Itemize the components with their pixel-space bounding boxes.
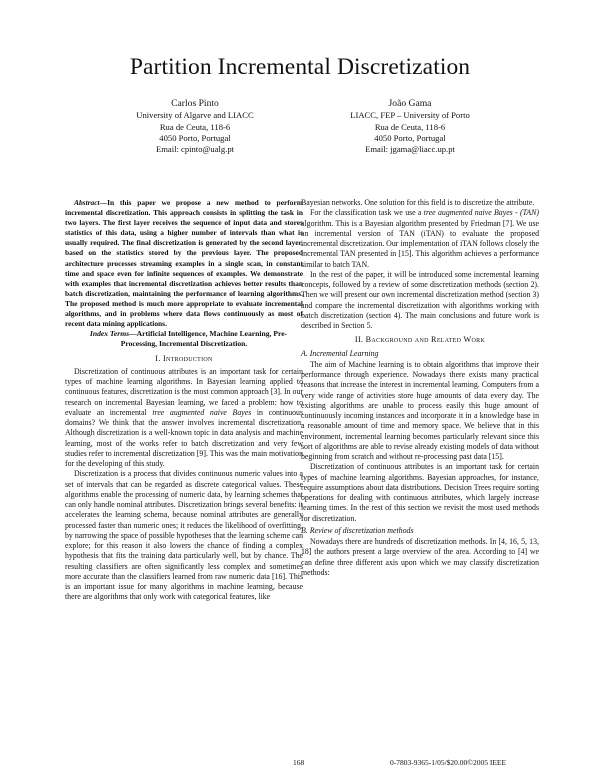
- abstract: [65, 198, 303, 329]
- abstract-text: —In this paper we propose a new method to perform incremental discretization. This approach consists in splitting the task in two layers. The first layer receives the sequence of input data and stores statistics of this data, using a higher number of intervals than what is usually required. The final discretization is generated by the second layer, based on the statistics stored by the previous layer. The proposed architecture processes streaming examples in a single scan, in constant time and space even for infinite sequences of examples. We demonstrate with examples that incremental discretization achieves better results than batch discretization, maintaining the performance of learning algorithms. The proposed method is much more appropriate to evaluate incremental algorithms, and in problems where data flows continuously as most of recent data mining applications.: [65, 198, 303, 329]
- author-name: Carlos Pinto: [171, 98, 219, 109]
- author-affiliation: LIACC, FEP – University of Porto: [350, 110, 470, 121]
- author-city: 4050 Porto, Portugal: [159, 132, 231, 143]
- author-email: Email: jgama@liacc.up.pt: [365, 144, 455, 155]
- intro-p2-b: algorithm. This is a Bayesian algorithm presented by Friedman [7]. We use an incremental version of TAN (iTAN) to evaluate the proposed incremental discretization. Our implementation of iTAN follows closely the incremental TAN presented in [15]. This algorithm achieves a performance similar to batch TAN.: [301, 218, 539, 269]
- paragraph: Nowadays there are hundreds of discretization methods. In [4, 16, 5, 13, 18] the authors present a large overview of the area. According to [4] we can define three different axis upon which we may classify discretization methods:: [301, 537, 539, 577]
- intro-p1-b: in continuous domains? We think that the answer involves incremental discretization. Although discretization is a well-known topic in data analysis and machine learning, most of the works refer to batch discretization and very few studies refer to incremental discretization [9]. This was the main motivation for the developing of this study.: [65, 407, 304, 469]
- paper-title: Partition Incremental Discretization: [129, 54, 471, 80]
- copyright-doi: 0-7803-9365-1/05/$20.00©2005 IEEE: [390, 758, 507, 767]
- index-terms: [65, 329, 303, 349]
- paragraph: [301, 208, 539, 270]
- left-column: [65, 198, 303, 603]
- subsection-heading-review: B. Review of discretization methods: [301, 525, 414, 535]
- intro-p2-a: For the classification task we use a: [310, 208, 424, 218]
- intro-p1-a: Discretization of continuous attributes is an important task for certain types of machine learning algorithms. In Bayesian learning applied to continuous features, discretization is the most common approach [3]. In our research on incremental Bayesian learning, we faced a problem: how to evaluate an incremental: [65, 366, 303, 417]
- author-name: João Gama: [388, 98, 432, 109]
- paragraph: In the rest of the paper, it will be introduced some incremental learning concepts, followed by a review of some discretization methods (section 2). Then we will present our own incremental discretization method (section 3) and compare the incremental discretization with algorithms working with batch discretization (section 4). The main conclusions and future work is described in Section 5.: [301, 269, 539, 330]
- paragraph: Discretization of continuous attributes is an important task for certain types of machine learning algorithms. Bayesian approaches, for instance, require assumptions about data distributions. Decision Trees require sorting operations for dealing with continuous attributes, which largely increase learning times. In the rest of this section we revisit the most used methods for discretization.: [301, 462, 539, 523]
- intro-p1-em: tree augmented naive Bayes: [152, 407, 252, 417]
- section-heading-introduction: I. Introduction: [155, 353, 213, 363]
- author-address: Rua de Ceuta, 118-6: [374, 121, 446, 132]
- index-terms-text: —Artificial Intelligence, Machine Learning, Pre-Processing, Incremental Discretization.: [120, 329, 288, 349]
- paragraph: Discretization is a process that divides continuous numeric values into a set of intervals that can be regarded as discrete categorical values. These algorithms enable the processing of numeric data, by learning schemes that can only handle nominal attributes. Discretization brings several benefits: it accelerates the learning schema, because nominal attributes are generally processed faster than numeric ones; it reduces the likelihood of overfitting, by narrowing the space of possible hypotheses that the learning scheme can explore; for this reason it also lowers the chance of finding a complex hypothesis that fits the training data particularly well, but by chance. The resulting classifiers are often significantly less complex and sometimes more accurate than the classifiers learned from raw numeric data [16]. This is an important issue for many algorithms in machine learning, because there are algorithms that only work with categorical features, like: [65, 469, 303, 602]
- author-address: Rua de Ceuta, 118-6: [159, 121, 231, 132]
- author-affiliation: University of Algarve and LIACC: [136, 110, 254, 121]
- intro-p2-em: tree augmented naive Bayes - (TAN): [423, 208, 539, 218]
- author-city: 4050 Porto, Portugal: [374, 132, 446, 143]
- author-email: Email: cpinto@ualg.pt: [155, 144, 235, 155]
- paragraph: [65, 367, 303, 470]
- section-heading-background: II. Background and Related Work: [354, 335, 486, 345]
- page-number: 168: [293, 758, 305, 767]
- author-block-2: [305, 98, 515, 155]
- paragraph: The aim of Machine learning is to obtain algorithms that improve their performance through experience. Nowadays there exists many practical reasons that increase the interest in incremental learning. Computers from a very wide range of activities store huge amounts of data every day. The existing algorithms are unable to process easily this huge amount of continuously incoming instances and incorporate it in a knowledge base in a reasonable amount of time and memory space. We believe that in this environment, incremental learning becomes particularly relevant since this sort of algorithms are able to revise already existing models of data without beginning from scratch and without re-processing past data [15].: [301, 359, 539, 461]
- abstract-label: Abstract: [74, 198, 100, 207]
- subsection-heading-incremental-learning: A. Incremental Learning: [301, 348, 379, 358]
- index-terms-label: Index Terms: [89, 329, 130, 339]
- paragraph: Bayesian networks. One solution for this field is to discretize the attribute.: [301, 198, 535, 207]
- author-block-1: [90, 98, 300, 155]
- right-column: [301, 198, 539, 578]
